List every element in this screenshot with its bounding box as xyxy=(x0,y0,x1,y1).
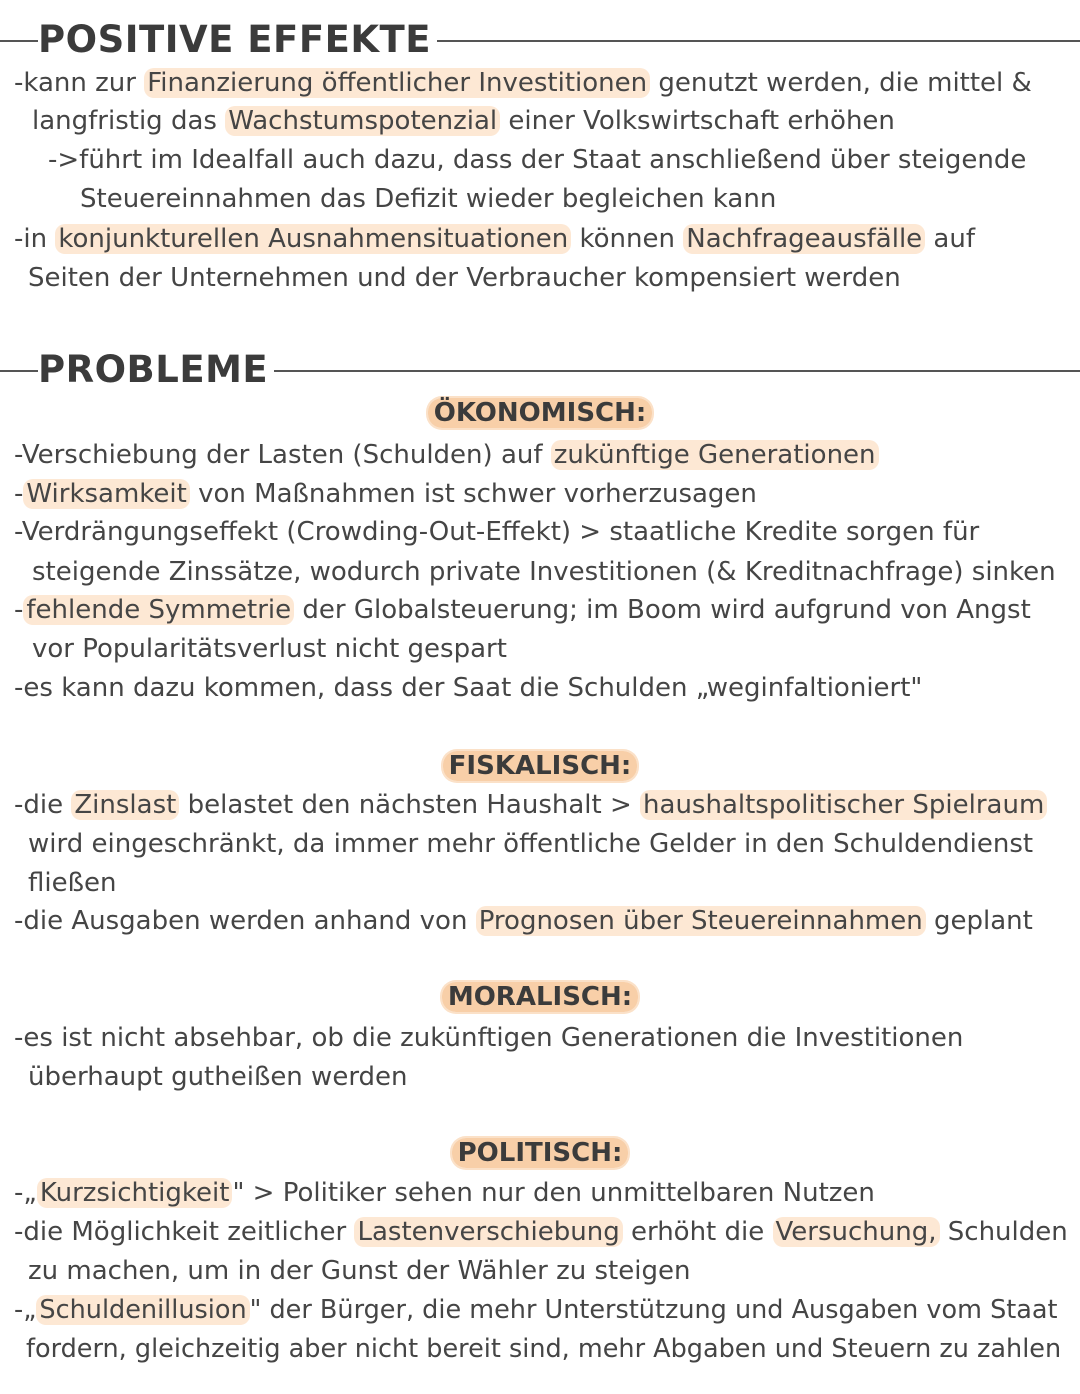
text-line: ->führt im Idealfall auch dazu, dass der Staat anschließend über steigende xyxy=(48,145,1027,175)
highlight: zukünftige Generationen xyxy=(551,440,879,470)
highlight: Prognosen über Steuereinnahmen xyxy=(476,906,926,936)
text-line: -in konjunkturellen Ausnahmensituationen können Nachfrageausfälle auf xyxy=(14,224,976,254)
highlight: konjunkturellen Ausnahmensituationen xyxy=(55,224,571,254)
text-line: -es ist nicht absehbar, ob die zukünftigen Generationen die Investitionen xyxy=(14,1023,964,1053)
text-line: -es kann dazu kommen, dass der Saat die Schulden „weginfaltioniert" xyxy=(14,673,923,703)
highlight: Schuldenillusion xyxy=(36,1295,249,1325)
subheading-moralisch: MORALISCH: xyxy=(0,978,1080,1016)
text-line: überhaupt gutheißen werden xyxy=(28,1062,408,1092)
text-line: wird eingeschränkt, da immer mehr öffentliche Gelder in den Schuldendienst xyxy=(28,829,1034,859)
highlight: Zinslast xyxy=(71,790,179,820)
text-line: steigende Zinssätze, wodurch private Investitionen (& Kreditnachfrage) sinken xyxy=(32,557,1056,587)
highlight: Wirksamkeit xyxy=(23,479,189,509)
highlight: Wachstumspotenzial xyxy=(225,106,500,136)
subheading-fiskalisch: FISKALISCH: xyxy=(0,747,1080,785)
text-line: -Verdrängungseffekt (Crowding-Out-Effekt) > staatliche Kredite sorgen für xyxy=(14,517,980,547)
highlight: Versuchung, xyxy=(773,1217,940,1247)
text-line: - Wirksamkeit von Maßnahmen ist schwer vorherzusagen xyxy=(14,479,757,509)
text-line: Steuereinnahmen das Defizit wieder begleichen kann xyxy=(80,184,777,214)
text-line: zu machen, um in der Gunst der Wähler zu steigen xyxy=(28,1256,691,1286)
text-line: Seiten der Unternehmen und der Verbraucher kompensiert werden xyxy=(28,263,901,293)
text-line: fordern, gleichzeitig aber nicht bereit sind, mehr Abgaben und Steuern zu zahlen xyxy=(26,1334,1062,1364)
heading-text: PROBLEME xyxy=(38,348,274,392)
text-line: -Verschiebung der Lasten (Schulden) auf zukünftige Generationen xyxy=(14,436,879,474)
section-heading-positive xyxy=(0,18,1080,62)
text-line: -die Möglichkeit zeitlicher Lastenverschiebung erhöht die Versuchung, Schulden xyxy=(14,1217,1068,1247)
text-line: - fehlende Symmetrie der Globalsteuerung; im Boom wird aufgrund von Angst xyxy=(14,595,1031,625)
highlight: Lastenverschiebung xyxy=(354,1217,622,1247)
text-line: -kann zur Finanzierung öffentlicher Investitionen genutzt werden, die mittel & xyxy=(14,68,1032,98)
text-line: -„ Kurzsichtigkeit " > Politiker sehen nur den unmittelbaren Nutzen xyxy=(14,1178,875,1208)
text-line: fließen xyxy=(28,868,117,898)
text-line: -„ Schuldenillusion " der Bürger, die mehr Unterstützung und Ausgaben vom Staat xyxy=(14,1295,1058,1325)
highlight: haushaltspolitischer Spielraum xyxy=(640,790,1047,820)
text-line: langfristig das Wachstumspotenzial einer Volkswirtschaft erhöhen xyxy=(32,106,895,136)
section-heading-probleme xyxy=(0,348,1080,392)
text-line: -die Ausgaben werden anhand von Prognosen über Steuereinnahmen geplant xyxy=(14,906,1033,936)
highlight: fehlende Symmetrie xyxy=(23,595,294,625)
highlight: Finanzierung öffentlicher Investitionen xyxy=(144,68,650,98)
highlight: Kurzsichtigkeit xyxy=(37,1178,233,1208)
subheading-oekonomisch: ÖKONOMISCH: xyxy=(0,394,1080,432)
highlight: Nachfrageausfälle xyxy=(683,224,925,254)
text-line: -die Zinslast belastet den nächsten Haushalt > haushaltspolitischer Spielraum xyxy=(14,786,1047,824)
text-line: vor Popularitätsverlust nicht gespart xyxy=(32,634,507,664)
subheading-politisch: POLITISCH: xyxy=(0,1134,1080,1172)
heading-text: POSITIVE EFFEKTE xyxy=(38,18,437,62)
